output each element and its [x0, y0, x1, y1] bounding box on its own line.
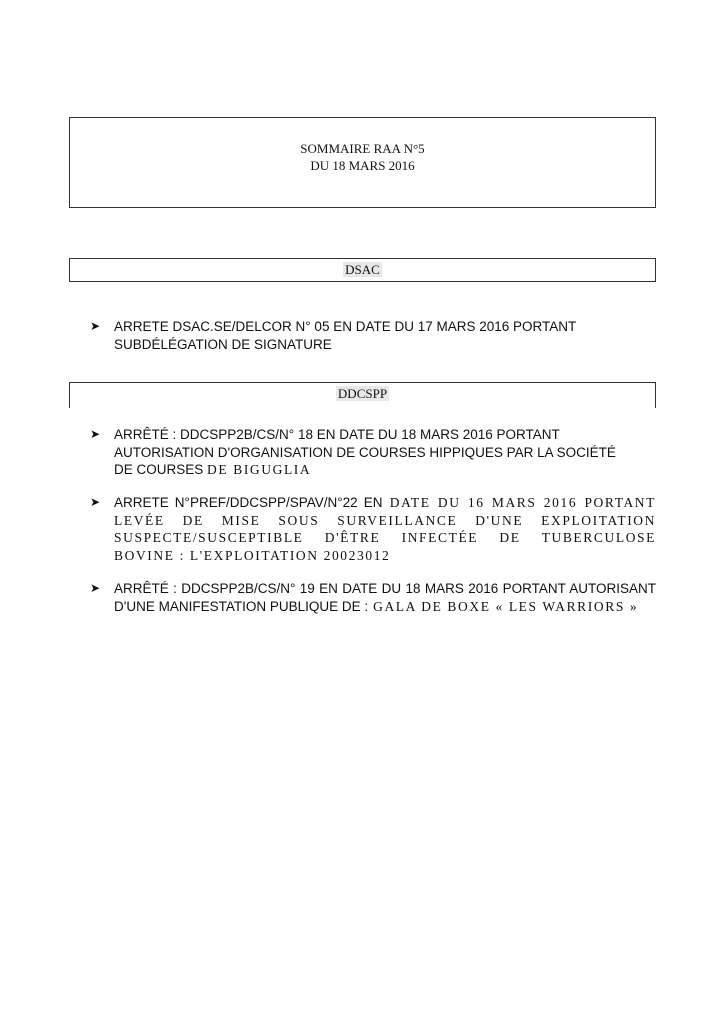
arrowhead-bullet-icon: ➤ — [90, 581, 101, 595]
arrowhead-bullet-icon: ➤ — [90, 427, 101, 441]
arrowhead-bullet-icon: ➤ — [90, 495, 101, 509]
section-label-ddcspp: DDCSPP — [337, 386, 388, 401]
item-text-sans: ARRÊTÉ : DDCSPP2B/CS/N° 19 EN DATE DU 18 MARS 2016 PORTANT AUTORISANT D'UNE MANIFESTATION PUBLIQUE DE : — [114, 581, 656, 614]
section-label-dsac: DSAC — [345, 262, 380, 277]
item-text-serif: DE BIGUGLIA — [207, 462, 312, 477]
summary-date: DU 18 MARS 2016 — [310, 158, 415, 173]
item-text — [114, 426, 624, 479]
arrowhead-bullet-icon: ➤ — [90, 319, 101, 333]
section-header-ddcspp — [69, 382, 656, 408]
item-text: ARRETE DSAC.SE/DELCOR N° 05 EN DATE DU 17 MARS 2016 PORTANT SUBDÉLÉGATION DE SIGNATURE — [114, 319, 577, 352]
item-text — [114, 580, 656, 615]
item-text-serif: GALA DE BOXE « LES WARRIORS » — [373, 598, 639, 614]
summary-title-box — [69, 117, 656, 208]
item-text-sans: ARRÊTÉ : DDCSPP2B/CS/N° 18 EN DATE DU 18 MARS 2016 PORTANT AUTORISATION D'ORGANISATION DE COURSES HIPPIQUES PAR LA SOCIÉTÉ DE COURSES — [114, 427, 616, 477]
item-text-serif: DATE DU 16 MARS 2016 PORTANT LEVÉE DE MISE SOUS SURVEILLANCE D'UNE EXPLOITATION SUSPECTE/SUSCEPTIBLE D'ÊTRE INFECTÉE DE TUBERCULOSE BOVINE : L'EXPLOITATION 20023012 — [114, 495, 657, 563]
item-text — [114, 494, 656, 564]
summary-title: SOMMAIRE RAA N°5 — [300, 141, 425, 156]
section-header-dsac — [69, 258, 656, 282]
item-text-sans: ARRETE N°PREF/DDCSPP/SPAV/N°22 EN — [114, 495, 383, 510]
